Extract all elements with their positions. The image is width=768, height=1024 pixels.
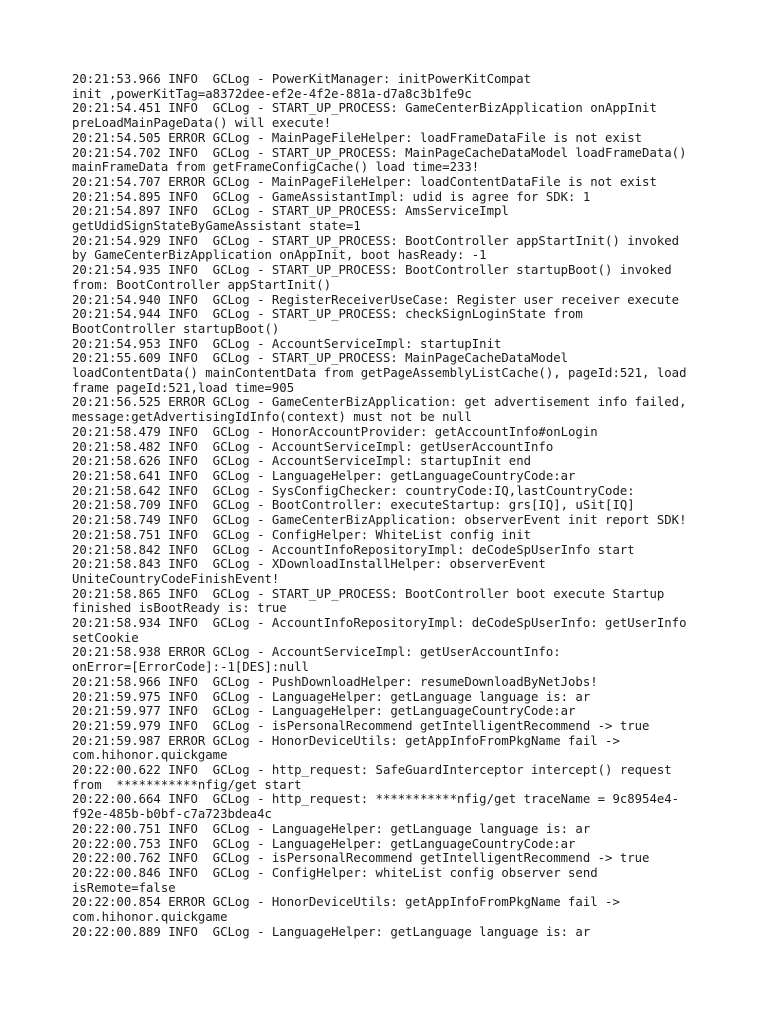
log-line: 20:21:58.641 INFO GCLog - LanguageHelper: getLanguageCountryCode:ar bbox=[72, 468, 576, 483]
log-line: 20:21:53.966 INFO GCLog - PowerKitManager: initPowerKitCompat bbox=[72, 72, 532, 86]
log-line: 20:21:59.975 INFO GCLog - LanguageHelper: getLanguage language is: ar bbox=[72, 689, 591, 704]
log-line: BootController startupBoot() bbox=[72, 321, 280, 336]
log-line: message:getAdvertisingIdInfo(context) must not be null bbox=[72, 410, 472, 425]
log-line: com.hihonor.quickgame bbox=[72, 748, 228, 763]
log-line: 20:21:55.609 INFO GCLog - START_UP_PROCESS: MainPageCacheDataModel bbox=[72, 351, 569, 366]
log-line: frame pageId:521,load time=905 bbox=[72, 380, 295, 395]
log-line: 20:21:58.843 INFO GCLog - XDownloadInstallHelper: observerEvent bbox=[72, 557, 546, 572]
log-line: 20:21:56.525 ERROR GCLog - GameCenterBizApplication: get advertisement info failed, bbox=[72, 395, 687, 410]
log-line: 20:21:54.935 INFO GCLog - START_UP_PROCESS: BootController startupBoot() invoked bbox=[72, 263, 672, 278]
log-line: 20:21:54.940 INFO GCLog - RegisterReceiverUseCase: Register user receiver execute bbox=[72, 292, 680, 307]
log-line: 20:21:54.707 ERROR GCLog - MainPageFileHelper: loadContentDataFile is not exist bbox=[72, 174, 657, 189]
log-line: finished isBootReady is: true bbox=[72, 601, 287, 616]
log-line: 20:21:58.966 INFO GCLog - PushDownloadHelper: resumeDownloadByNetJobs! bbox=[72, 674, 598, 689]
log-line: 20:21:58.751 INFO GCLog - ConfigHelper: WhiteList config init bbox=[72, 527, 532, 542]
log-line: 20:21:54.897 INFO GCLog - START_UP_PROCESS: AmsServiceImpl bbox=[72, 204, 509, 219]
log-line: 20:22:00.753 INFO GCLog - LanguageHelper: getLanguageCountryCode:ar bbox=[72, 836, 576, 851]
log-line: 20:22:00.846 INFO GCLog - ConfigHelper: whiteList config observer send bbox=[72, 865, 598, 880]
log-line: 20:21:54.944 INFO GCLog - START_UP_PROCESS: checkSignLoginState from bbox=[72, 307, 583, 322]
log-line: 20:21:54.895 INFO GCLog - GameAssistantImpl: udid is agree for SDK: 1 bbox=[72, 189, 591, 204]
log-line: mainFrameData from getFrameConfigCache() load time=233! bbox=[72, 160, 480, 175]
log-line: 20:21:58.709 INFO GCLog - BootController: executeStartup: grs[IQ], uSit[IQ] bbox=[72, 498, 635, 513]
log-line: isRemote=false bbox=[72, 880, 176, 895]
log-line: 20:21:58.642 INFO GCLog - SysConfigChecker: countryCode:IQ,lastCountryCode: bbox=[72, 483, 635, 498]
log-line: 20:22:00.762 INFO GCLog - isPersonalRecommend getIntelligentRecommend -> true bbox=[72, 851, 650, 866]
log-line: 20:21:58.934 INFO GCLog - AccountInfoRepositoryImpl: deCodeSpUserInfo: getUserInfo bbox=[72, 616, 687, 631]
log-line: UniteCountryCodeFinishEvent! bbox=[72, 571, 280, 586]
log-line: from ***********nfig/get start bbox=[72, 777, 302, 792]
log-line: by GameCenterBizApplication onAppInit, boot hasReady: -1 bbox=[72, 248, 487, 263]
log-line: 20:21:58.749 INFO GCLog - GameCenterBizApplication: observerEvent init report SDK! bbox=[72, 513, 687, 528]
log-line: setCookie bbox=[72, 630, 139, 645]
log-line: 20:21:58.482 INFO GCLog - AccountServiceImpl: getUserAccountInfo bbox=[72, 439, 554, 454]
log-line: f92e-485b-b0bf-c7a723bdea4c bbox=[72, 807, 272, 822]
log-line: 20:21:58.938 ERROR GCLog - AccountServiceImpl: getUserAccountInfo: bbox=[72, 645, 561, 660]
log-line: 20:21:54.451 INFO GCLog - START_UP_PROCESS: GameCenterBizApplication onAppInit bbox=[72, 101, 657, 116]
log-line: 20:21:58.865 INFO GCLog - START_UP_PROCESS: BootController boot execute Startup bbox=[72, 586, 665, 601]
log-line: 20:22:00.889 INFO GCLog - LanguageHelper: getLanguage language is: ar bbox=[72, 924, 591, 939]
log-text-block bbox=[72, 72, 712, 939]
log-line: getUdidSignStateByGameAssistant state=1 bbox=[72, 219, 361, 234]
log-line: 20:21:54.929 INFO GCLog - START_UP_PROCESS: BootController appStartInit() invoked bbox=[72, 233, 680, 248]
log-line: 20:21:59.979 INFO GCLog - isPersonalRecommend getIntelligentRecommend -> true bbox=[72, 718, 650, 733]
log-line: 20:22:00.751 INFO GCLog - LanguageHelper: getLanguage language is: ar bbox=[72, 821, 591, 836]
log-line: 20:21:58.479 INFO GCLog - HonorAccountProvider: getAccountInfo#onLogin bbox=[72, 424, 598, 439]
log-line: 20:21:59.987 ERROR GCLog - HonorDeviceUtils: getAppInfoFromPkgName fail -> bbox=[72, 733, 620, 748]
log-line: 20:21:54.702 INFO GCLog - START_UP_PROCESS: MainPageCacheDataModel loadFrameData() bbox=[72, 145, 687, 160]
log-line: 20:21:59.977 INFO GCLog - LanguageHelper: getLanguageCountryCode:ar bbox=[72, 704, 576, 719]
log-line: com.hihonor.quickgame bbox=[72, 910, 228, 925]
log-line: 20:22:00.622 INFO GCLog - http_request: SafeGuardInterceptor intercept() request bbox=[72, 763, 672, 778]
log-line: from: BootController appStartInit() bbox=[72, 277, 332, 292]
log-line: onError=[ErrorCode]:-1[DES]:null bbox=[72, 660, 309, 675]
log-line: loadContentData() mainContentData from getPageAssemblyListCache(), pageId:521, load bbox=[72, 366, 687, 381]
log-line: 20:21:58.626 INFO GCLog - AccountServiceImpl: startupInit end bbox=[72, 454, 532, 469]
log-line: preLoadMainPageData() will execute! bbox=[72, 116, 332, 131]
log-line: 20:21:54.953 INFO GCLog - AccountServiceImpl: startupInit bbox=[72, 336, 502, 351]
log-line: 20:22:00.854 ERROR GCLog - HonorDeviceUtils: getAppInfoFromPkgName fail -> bbox=[72, 895, 620, 910]
log-line: 20:21:54.505 ERROR GCLog - MainPageFileHelper: loadFrameDataFile is not exist bbox=[72, 130, 643, 145]
log-line: 20:22:00.664 INFO GCLog - http_request: ***********nfig/get traceName = 9c8954e4- bbox=[72, 792, 680, 807]
log-line: init ,powerKitTag=a8372dee-ef2e-4f2e-881a-d7a8c3b1fe9c bbox=[72, 86, 472, 101]
log-line: 20:21:58.842 INFO GCLog - AccountInfoRepositoryImpl: deCodeSpUserInfo start bbox=[72, 542, 635, 557]
